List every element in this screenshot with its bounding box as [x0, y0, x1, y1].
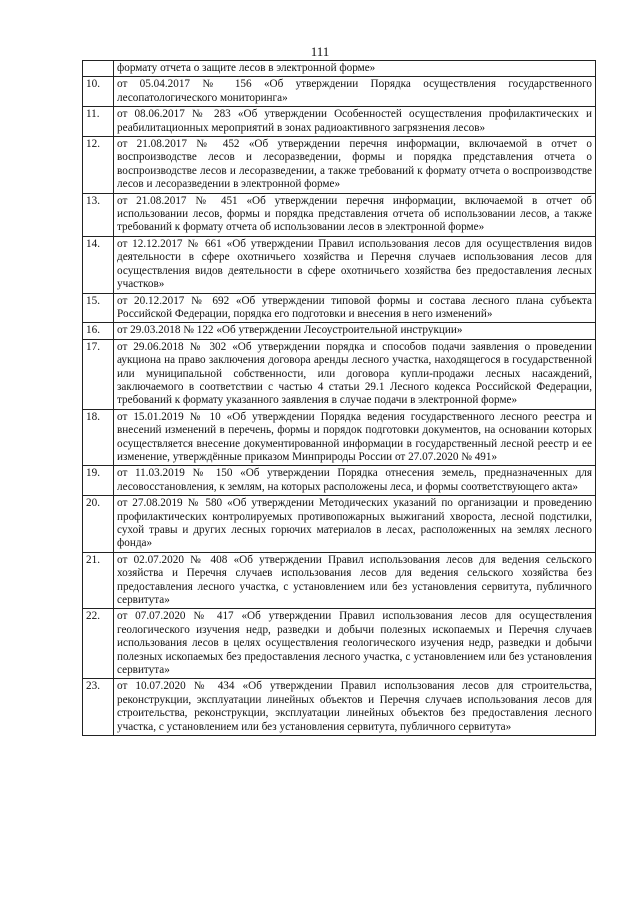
row-number: 19. [83, 466, 114, 496]
row-text: от 20.12.2017 № 692 «Об утверждении типовой формы и состава лесного плана субъекта Российской Федерации, порядка его подготовки и внесения в него изменений» [114, 293, 596, 323]
table-row [83, 679, 596, 736]
row-number: 14. [83, 236, 114, 293]
table-row [83, 77, 596, 107]
row-text: от 15.01.2019 № 10 «Об утверждении Порядка ведения государственного лесного реестра и внесений изменений в перечень, формы и порядок подготовки документов, на основании которых осуществляется внесение документированной информации в государственный лесной реестр и ее изменение, утверждённые приказом Минприроды России от 27.07.2020 № 491» [114, 409, 596, 466]
table-row [83, 339, 596, 409]
row-number: 11. [83, 107, 114, 137]
row-number [83, 61, 114, 77]
table-row [83, 293, 596, 323]
row-text: формату отчета о защите лесов в электронной форме» [114, 61, 596, 77]
row-number: 20. [83, 496, 114, 553]
row-number: 23. [83, 679, 114, 736]
row-text: от 10.07.2020 № 434 «Об утверждении Правил использования лесов для строительства, реконструкции, эксплуатации линейных объектов и Перечня случаев использования лесов для строительства, реконструкции, эксплуатации линейных объектов без предоставления лесного участка, с установлением или без установления сервитута, публичного сервитута» [114, 679, 596, 736]
row-number: 15. [83, 293, 114, 323]
row-text: от 29.03.2018 № 122 «Об утверждении Лесоустроительной инструкции» [114, 323, 596, 339]
row-number: 16. [83, 323, 114, 339]
row-number: 10. [83, 77, 114, 107]
table-row [83, 193, 596, 236]
row-text: от 08.06.2017 № 283 «Об утверждении Особенностей осуществления профилактических и реабилитационных мероприятий в зонах радиоактивного загрязнения лесов» [114, 107, 596, 137]
row-text: от 11.03.2019 № 150 «Об утверждении Порядка отнесения земель, предназначенных для лесовосстановления, к землям, на которых расположены леса, и формы соответствующего акта» [114, 466, 596, 496]
row-number: 22. [83, 609, 114, 679]
row-text: от 21.08.2017 № 451 «Об утверждении перечня информации, включаемой в отчет об использовании лесов, формы и порядка представления отчета об использовании лесов, а также требований к формату отчета об использовании лесов в электронной форме» [114, 193, 596, 236]
row-number: 17. [83, 339, 114, 409]
row-number: 12. [83, 137, 114, 194]
table-row [83, 466, 596, 496]
row-text: от 05.04.2017 № 156 «Об утверждении Порядка осуществления государственного лесопатологического мониторинга» [114, 77, 596, 107]
table-row [83, 107, 596, 137]
table-row [83, 137, 596, 194]
row-text: от 07.07.2020 № 417 «Об утверждении Правил использования лесов для осуществления геологического изучения недр, разведки и добычи полезных ископаемых и Перечня случаев использования лесов в целях осуществления геологического изучения недр, разведки и добычи полезных ископаемых без предоставления лесного участка, с установлением или без установления сервитута» [114, 609, 596, 679]
table-row [83, 61, 596, 77]
table-row [83, 609, 596, 679]
row-number: 13. [83, 193, 114, 236]
table-row [83, 552, 596, 609]
row-number: 21. [83, 552, 114, 609]
row-number: 18. [83, 409, 114, 466]
table-row [83, 236, 596, 293]
row-text: от 27.08.2019 № 580 «Об утверждении Методических указаний по организации и проведению профилактических контролируемых противопожарных выжиганий хвороста, лесной подстилки, сухой травы и других лесных горючих материалов в лесах, расположенных на землях лесного фонда» [114, 496, 596, 553]
row-text: от 02.07.2020 № 408 «Об утверждении Правил использования лесов для ведения сельского хозяйства и Перечня случаев использования лесов для ведения сельского хозяйства без предоставления лесного участка, с установлением или без установления сервитута, публичного сервитута» [114, 552, 596, 609]
legal-acts-table [82, 60, 596, 736]
table-row [83, 323, 596, 339]
row-text: от 12.12.2017 № 661 «Об утверждении Правил использования лесов для осуществления видов деятельности в сфере охотничьего хозяйства и Перечня случаев использования лесов для осуществления видов деятельности в сфере охотничьего хозяйства без предоставления лесных участков» [114, 236, 596, 293]
row-text: от 29.06.2018 № 302 «Об утверждении порядка и способов подачи заявления о проведении аукциона на право заключения договора аренды лесного участка, находящегося в государственной или муниципальной собственности, или договора купли-продажи лесных насаждений, заключаемого в соответствии с частью 4 статьи 29.1 Лесного кодекса Российской Федерации, требований к формату указанного заявления в случае подачи в электронной форме» [114, 339, 596, 409]
row-text: от 21.08.2017 № 452 «Об утверждении перечня информации, включаемой в отчет о воспроизводстве лесов и лесоразведении, формы и порядка представления отчета о воспроизводстве лесов и лесоразведении, а также требований к формату отчета о воспроизводстве лесов и лесоразведении в электронной форме» [114, 137, 596, 194]
table-row [83, 496, 596, 553]
page-number: 111 [310, 44, 330, 59]
table-row [83, 409, 596, 466]
